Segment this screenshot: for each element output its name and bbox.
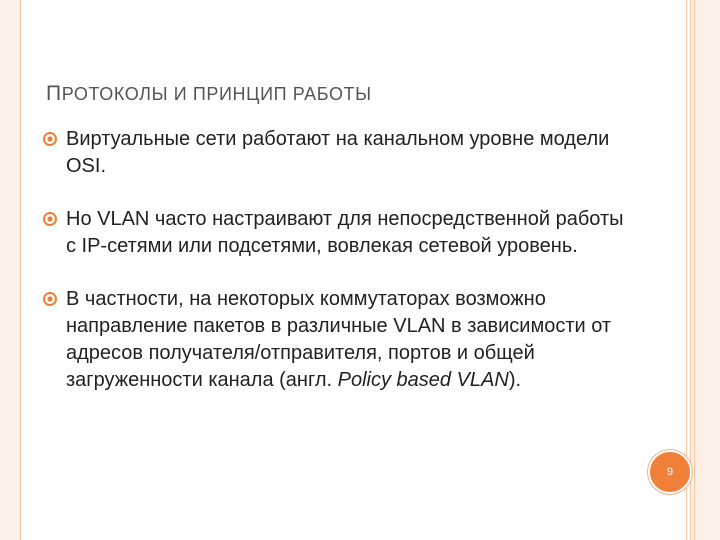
policy-term: Policy based VLAN: [337, 369, 509, 391]
slide-title-first-letter: П: [46, 82, 62, 105]
slide-title-rest: РОТОКОЛЫ И ПРИНЦИП РАБОТЫ: [61, 84, 372, 104]
page-number-badge: 9: [648, 450, 692, 494]
bullet-text-end: ).: [508, 369, 522, 391]
slide-title: [46, 82, 372, 106]
bullet-text: В частности, на некоторых коммутаторах возможно направление пакетов в различные VLAN в зависимости от адресов получателя/отправителя, портов и общей загруженности канала (англ.: [66, 288, 612, 391]
bullet-text: Виртуальные сети работают на канальном уровне модели OSI.: [66, 128, 610, 177]
right-frame-line: [690, 0, 691, 540]
bullet-item: [42, 286, 632, 394]
sun-bullet-icon: [43, 212, 57, 226]
right-frame-line: [694, 0, 695, 540]
sun-bullet-icon: [43, 132, 57, 146]
bullet-list: [42, 126, 632, 394]
bullet-item: [42, 126, 632, 180]
left-border-frame: [0, 0, 21, 540]
bullet-text: Но VLAN часто настраивают для непосредственной работы с IP-сетями или подсетями, вовлекая сетевой уровень.: [66, 208, 624, 257]
sun-bullet-icon: [43, 292, 57, 306]
bullet-item: [42, 206, 632, 260]
